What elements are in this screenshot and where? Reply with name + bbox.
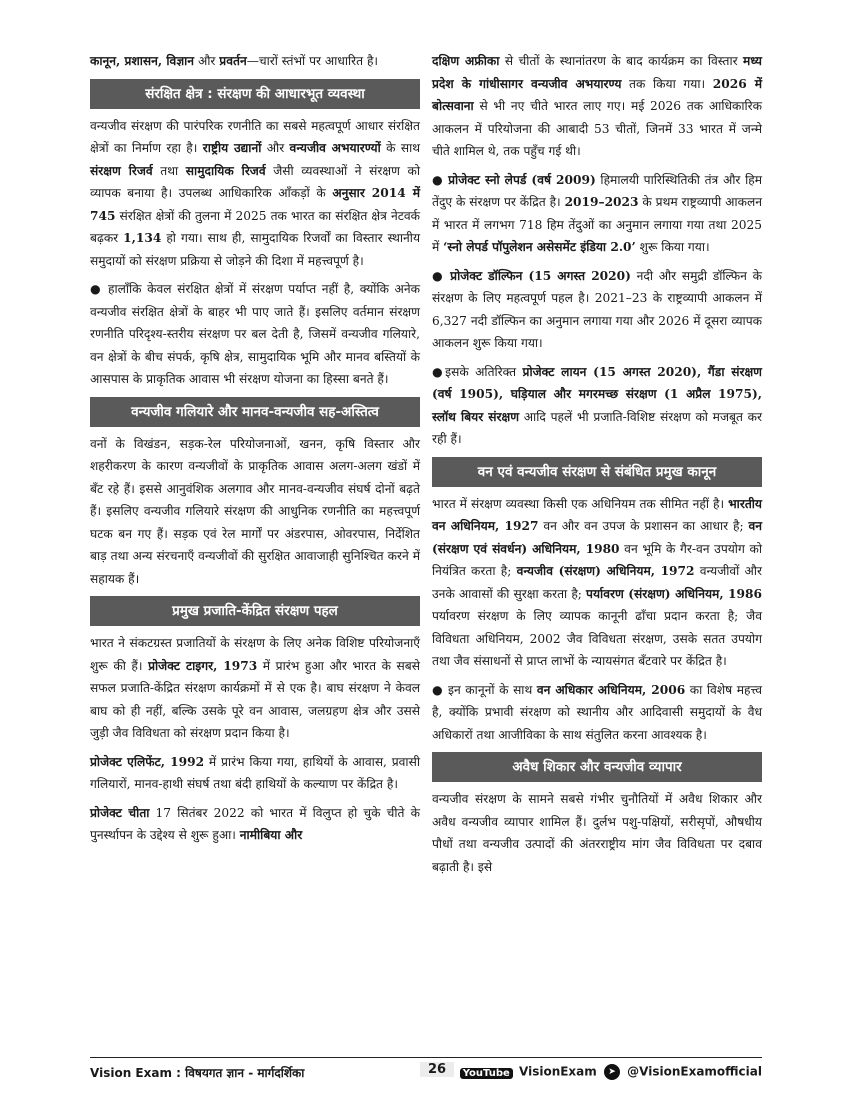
text-run: के प्रथम राष्ट्रव्यापी आकलन में भारत में लगभग 718 हिम तेंदुओं का अनुमान लगाया गया तथा 2025 में — [432, 195, 762, 254]
left-paragraph-2 — [90, 278, 420, 391]
text-run: तक किया गया। — [621, 76, 713, 91]
text-run: वन्यजीवों और उनके आवासों की सुरक्षा करता है; — [432, 564, 763, 601]
text-run: भारत ने संकटग्रस्त प्रजातियों के संरक्षण के लिए अनेक विशिष्ट परियोजनाएँ शुरू की हैं। — [90, 636, 420, 673]
text-run: वनों के विखंडन, सड़क-रेल परियोजनाओं, खनन, कृषि विस्तार और शहरीकरण के कारण वन्यजीवों के प्राकृतिक आवास अलग-अलग खंडों में बँट रहे हैं। इससे आनुवंशिक अलगाव और मानव-वन्यजीव संघर्ष दोनों बढ़ते हैं। इसलिए वन्यजीव गलियारे संरक्षण की आधुनिक रणनीति का महत्त्वपूर्ण घटक बन गए हैं। सड़क एवं रेल मार्गों पर अंडरपास, ओवरपास, निर्देशित बाड़ तथा अन्य संरचनाएँ वन्यजीवों की सुरक्षित आवाजाही सुनिश्चित करने में सहायक हैं। — [90, 436, 420, 586]
bold-term: सामुदायिक रिजर्व — [185, 163, 266, 178]
section-heading-poaching: अवैध शिकार और वन्यजीव व्यापार — [432, 752, 762, 782]
bold-term: वन अधिकार अधिनियम, 2006 — [536, 682, 686, 697]
bold-term: पर्यावरण (संरक्षण) अधिनियम, 1986 — [586, 586, 762, 601]
text-run: नदी और समुद्री डॉल्फिन के संरक्षण के लिए महत्वपूर्ण पहल है। 2021–23 के राष्ट्रव्यापी आकलन में 6,327 नदी डॉल्फिन का अनुमान लगाया गया और 2026 में दूसरा व्यापक आकलन शुरू किया गया। — [432, 268, 762, 350]
text-run: और — [261, 141, 290, 155]
left-column — [90, 50, 420, 853]
bold-term: प्रोजेक्ट डॉल्फिन (15 अगस्त 2020) — [450, 268, 631, 283]
bold-term: दक्षिण अफ्रीका — [432, 54, 500, 68]
text-run: वन्यजीव संरक्षण की पारंपरिक रणनीति का सबसे महत्वपूर्ण आधार संरक्षित क्षेत्रों का निर्माण रहा है। — [90, 118, 420, 155]
text-run: शुरू किया गया। — [635, 240, 710, 254]
text-run: पर्यावरण संरक्षण के लिए व्यापक कानूनी ढाँचा प्रदान करता है; जैव विविधता अधिनियम, 2002 जैव विविधता संरक्षण, उसके सतत उपयोग तथा जैव संसाधनों से प्राप्त लाभों के न्यायसंगत बँटवारे पर केंद्रित है। — [432, 609, 762, 668]
right-paragraph-6 — [432, 788, 762, 878]
bold-term: ‘स्नो लेपर्ड पॉपुलेशन असेसमेंट इंडिया 2.0’ — [443, 240, 636, 254]
right-paragraph-1 — [432, 169, 762, 259]
bold-term: 2026 में बोत्सवाना — [432, 76, 762, 113]
telegram-handle: @VisionExamofficial — [627, 1064, 762, 1079]
bold-term: प्रोजेक्ट चीता — [90, 805, 150, 820]
bold-term: कानून, प्रशासन, विज्ञान — [90, 54, 195, 68]
text-run: हिमालयी पारिस्थितिकी तंत्र और हिम तेंदुए के संरक्षण पर केंद्रित है। — [432, 172, 762, 209]
text-run: के साथ — [380, 141, 421, 155]
bold-term: संरक्षण रिजर्व — [90, 163, 153, 178]
text-run: ●इसके अतिरिक्त — [432, 364, 523, 379]
text-run: ● — [432, 268, 451, 283]
left-paragraph-1 — [90, 115, 420, 273]
text-run: हो गया। साथ ही, सामुदायिक रिजर्वों का विस्तार स्थानीय समुदायों को संरक्षण प्रक्रिया से जोड़ने की दिशा में महत्त्वपूर्ण है। — [90, 231, 421, 268]
youtube-channel-name: VisionExam — [519, 1064, 597, 1079]
footer-social — [460, 1064, 762, 1080]
text-run: वन्यजीव संरक्षण के सामने सबसे गंभीर चुनौतियों में अवैध शिकार और अवैध वन्यजीव व्यापार शामिल हैं। दुर्लभ पशु-पक्षियों, सरीसृपों, औषधीय पौधों तथा वन्यजीव उत्पादों की अंतरराष्ट्रीय मांग जैव विविधता पर दबाव बढ़ाती है। इसे — [432, 792, 762, 874]
bold-term: अनुसार 2014 में 745 — [90, 186, 420, 223]
right-paragraph-2 — [432, 265, 762, 355]
text-run: 17 सितंबर 2022 को भारत में विलुप्त हो चुके चीते के पुनर्स्थापन के उद्देश्य से शुरू हुआ। — [90, 805, 420, 842]
text-run: वन और वन उपज के प्रशासन का आधार है; — [538, 519, 749, 533]
left-paragraph-5 — [90, 751, 420, 796]
bold-term: राष्ट्रीय उद्यानों — [202, 141, 262, 155]
footer-book-title: Vision Exam : विषयगत ज्ञान - मार्गदर्शिका — [90, 1066, 305, 1080]
bold-term: प्रोजेक्ट एलिफेंट, 1992 — [90, 754, 205, 769]
bold-term: मध्य प्रदेश के गांधीसागर वन्यजीव अभयारण्य — [432, 54, 762, 91]
right-column — [432, 50, 762, 884]
text-run: जैसी व्यवस्थाओं ने संरक्षण को व्यापक बनाया है। उपलब्ध आधिकारिक आँकड़ों के — [90, 163, 421, 200]
right-paragraph-4 — [432, 493, 762, 673]
text-run: तथा — [152, 163, 186, 178]
right-paragraph-5 — [432, 679, 762, 747]
text-run: वन भूमि के गैर-वन उपयोग को नियंत्रित करता है; — [432, 541, 762, 578]
page-footer — [90, 1057, 762, 1086]
bold-term: प्रवर्तन — [219, 54, 247, 68]
text-run: से चीतों के स्थानांतरण के बाद कार्यक्रम का विस्तार — [499, 54, 744, 68]
text-run: आदि पहलें भी प्रजाति-विशिष्ट संरक्षण को मजबूत कर रही हैं। — [432, 409, 762, 446]
right-paragraph-3 — [432, 361, 762, 451]
section-heading-corridors: वन्यजीव गलियारे और मानव-वन्यजीव सह-अस्तित्व — [90, 397, 420, 427]
text-run: में प्रारंभ किया गया, हाथियों के आवास, प्रवासी गलियारों, मानव-हाथी संघर्ष तथा बंदी हाथियों के कल्याण पर केंद्रित है। — [90, 754, 420, 791]
bold-term: भारतीय वन अधिनियम, 1927 — [432, 496, 762, 533]
text-run: और — [194, 54, 220, 68]
text-run: संरक्षित क्षेत्रों की तुलना में 2025 तक भारत का संरक्षित क्षेत्र नेटवर्क बढ़कर — [90, 208, 420, 245]
bold-term: वन्यजीव (संरक्षण) अधिनियम, 1972 — [516, 564, 695, 578]
text-run: भारत में संरक्षण व्यवस्था किसी एक अधिनियम तक सीमित नहीं है। — [432, 496, 729, 511]
right-paragraph-0 — [432, 50, 762, 163]
text-run: का विशेष महत्त्व है, क्योंकि प्रभावी संरक्षण को स्थानीय और आदिवासी समुदायों के वैध अधिकारों तथा आजीविका के साथ संतुलित करना आवश्यक है। — [432, 682, 763, 742]
text-run: में प्रारंभ हुआ और भारत के सबसे सफल प्रजाति-केंद्रित संरक्षण कार्यक्रमों में से एक है। बाघ संरक्षण ने केवल बाघ को ही नहीं, बल्कि उसके पूरे वन आवास, जलग्रहण क्षेत्र और उससे जुड़ी जैव विविधता को संरक्षण प्रदान किया है। — [90, 658, 420, 740]
left-paragraph-6 — [90, 802, 420, 847]
left-paragraph-4 — [90, 632, 420, 745]
telegram-icon: ➤ — [604, 1064, 620, 1080]
youtube-icon: YouTube — [460, 1068, 513, 1079]
page-number: 26 — [420, 1062, 454, 1077]
bold-term: 2019–2023 — [564, 195, 639, 209]
text-run: से भी नए चीते भारत लाए गए। मई 2026 तक आधिकारिक आकलन में परियोजना की आबादी 53 चीतों, जिनमें 33 भारत में जन्मे चीते शामिल थे, तक पहुँच गई थी। — [432, 99, 762, 158]
text-run: ● इन कानूनों के साथ — [432, 682, 537, 697]
left-paragraph-0 — [90, 50, 420, 73]
left-paragraph-3 — [90, 433, 420, 591]
section-heading-laws: वन एवं वन्यजीव संरक्षण से संबंधित प्रमुख कानून — [432, 457, 762, 487]
text-run: —चारों स्तंभों पर आधारित है। — [246, 54, 379, 68]
bold-term: नामीबिया और — [239, 828, 303, 842]
section-heading-species-initiatives: प्रमुख प्रजाति-केंद्रित संरक्षण पहल — [90, 596, 420, 626]
bold-term: वन्यजीव अभयारण्यों — [289, 141, 381, 155]
bold-term: 1,134 — [123, 231, 162, 245]
bold-term: प्रोजेक्ट लायन (15 अगस्त 2020), गैंडा संरक्षण (वर्ष 1905), घड़ियाल और मगरमच्छ संरक्षण (1 अप्रैल 1975), स्लॉथ बियर संरक्षण — [432, 364, 762, 424]
section-heading-protected-areas: संरक्षित क्षेत्र : संरक्षण की आधारभूत व्यवस्था — [90, 79, 420, 109]
bold-term: प्रोजेक्ट टाइगर, 1973 — [148, 658, 258, 673]
text-run: ● — [432, 172, 449, 187]
bold-term: प्रोजेक्ट स्नो लेपर्ड (वर्ष 2009) — [448, 172, 596, 187]
bold-term: वन (संरक्षण एवं संवर्धन) अधिनियम, 1980 — [432, 519, 762, 556]
text-run: ● हालाँकि केवल संरक्षित क्षेत्रों में संरक्षण पर्याप्त नहीं है, क्योंकि अनेक वन्यजीव संरक्षित क्षेत्रों के बाहर भी पाए जाते हैं। इसलिए वर्तमान संरक्षण रणनीति परिदृश्य-स्तरीय संरक्षण पर बल देती है, जिसमें वन्यजीव गलियारे, वन क्षेत्रों के बीच संपर्क, कृषि क्षेत्र, सामुदायिक भूमि और मानव बस्तियों के आसपास के प्राकृतिक आवास भी संरक्षण योजना का हिस्सा बनते हैं। — [90, 282, 420, 386]
